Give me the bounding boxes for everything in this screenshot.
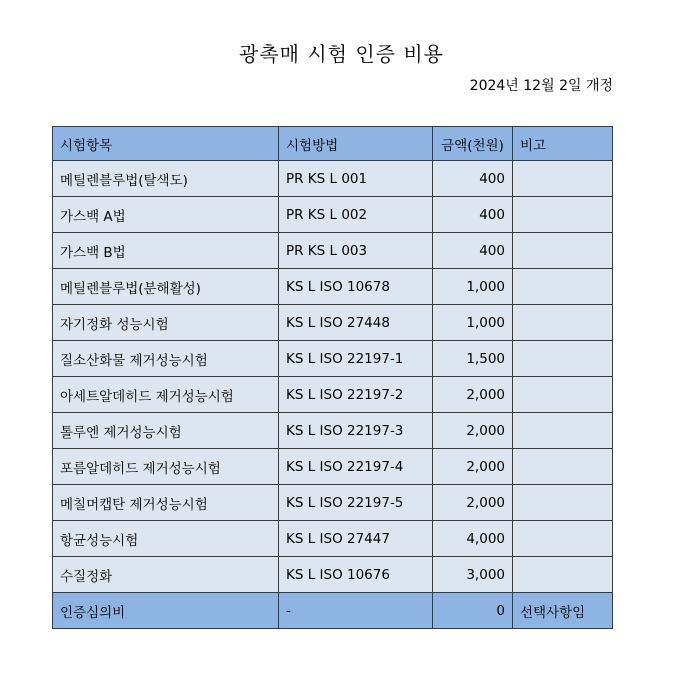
cell-note [513,449,613,485]
cell-item: 가스백 B법 [53,233,279,269]
cell-note [513,269,613,305]
cell-method: KS L ISO 22197-1 [279,341,433,377]
header-amount: 금액(천원) [433,127,513,161]
cell-method: KS L ISO 22197-2 [279,377,433,413]
table-header-row [53,127,613,161]
cell-item: 메틸렌블루법(탈색도) [53,161,279,197]
cell-item: 질소산화물 제거성능시험 [53,341,279,377]
cell-note [513,305,613,341]
cell-method: KS L ISO 27448 [279,305,433,341]
cell-note [513,197,613,233]
cell-item: 자기정화 성능시험 [53,305,279,341]
cell-note [513,557,613,593]
cell-amount: 1,000 [433,269,513,305]
cell-method: KS L ISO 27447 [279,521,433,557]
cell-method: KS L ISO 10678 [279,269,433,305]
cell-amount: 4,000 [433,521,513,557]
footer-amount: 0 [433,593,513,629]
cell-item: 항균성능시험 [53,521,279,557]
cell-method: PR KS L 003 [279,233,433,269]
cost-table [52,126,613,629]
header-method: 시험방법 [279,127,433,161]
revision-date: 2024년 12월 2일 개정 [469,78,613,94]
cell-method: PR KS L 002 [279,197,433,233]
cell-amount: 400 [433,197,513,233]
cell-item: 아세트알데히드 제거성능시험 [53,377,279,413]
cell-note [513,161,613,197]
cell-note [513,485,613,521]
table-row [53,161,613,197]
footer-method: - [279,593,433,629]
cell-note [513,341,613,377]
cell-amount: 2,000 [433,449,513,485]
cell-amount: 2,000 [433,413,513,449]
table-body [53,161,613,593]
cell-item: 메틸렌블루법(분해활성) [53,269,279,305]
cell-method: KS L ISO 22197-5 [279,485,433,521]
cell-note [513,521,613,557]
cell-item: 수질정화 [53,557,279,593]
cell-item: 가스백 A법 [53,197,279,233]
table-row [53,377,613,413]
cell-amount: 2,000 [433,377,513,413]
table-row [53,521,613,557]
table-row [53,449,613,485]
cell-amount: 400 [433,161,513,197]
cell-amount: 1,000 [433,305,513,341]
cell-item: 포름알데히드 제거성능시험 [53,449,279,485]
table-row [53,233,613,269]
cell-note [513,377,613,413]
table-row [53,341,613,377]
cell-amount: 400 [433,233,513,269]
table-row [53,485,613,521]
table-row [53,557,613,593]
cell-amount: 1,500 [433,341,513,377]
cell-method: KS L ISO 22197-3 [279,413,433,449]
cell-note [513,413,613,449]
certification-fee-row [53,593,613,629]
cell-method: KS L ISO 22197-4 [279,449,433,485]
footer-note: 선택사항임 [513,593,613,629]
cell-method: KS L ISO 10676 [279,557,433,593]
header-note: 비고 [513,127,613,161]
cell-item: 메칠머캡탄 제거성능시험 [53,485,279,521]
header-item: 시험항목 [53,127,279,161]
footer-item: 인증심의비 [53,593,279,629]
document-title: 광촉매 시험 인증 비용 [239,42,444,66]
table-row [53,413,613,449]
cell-amount: 2,000 [433,485,513,521]
table-row [53,197,613,233]
table-row [53,305,613,341]
table-row [53,269,613,305]
cell-item: 톨루엔 제거성능시험 [53,413,279,449]
cell-note [513,233,613,269]
cell-amount: 3,000 [433,557,513,593]
cell-method: PR KS L 001 [279,161,433,197]
